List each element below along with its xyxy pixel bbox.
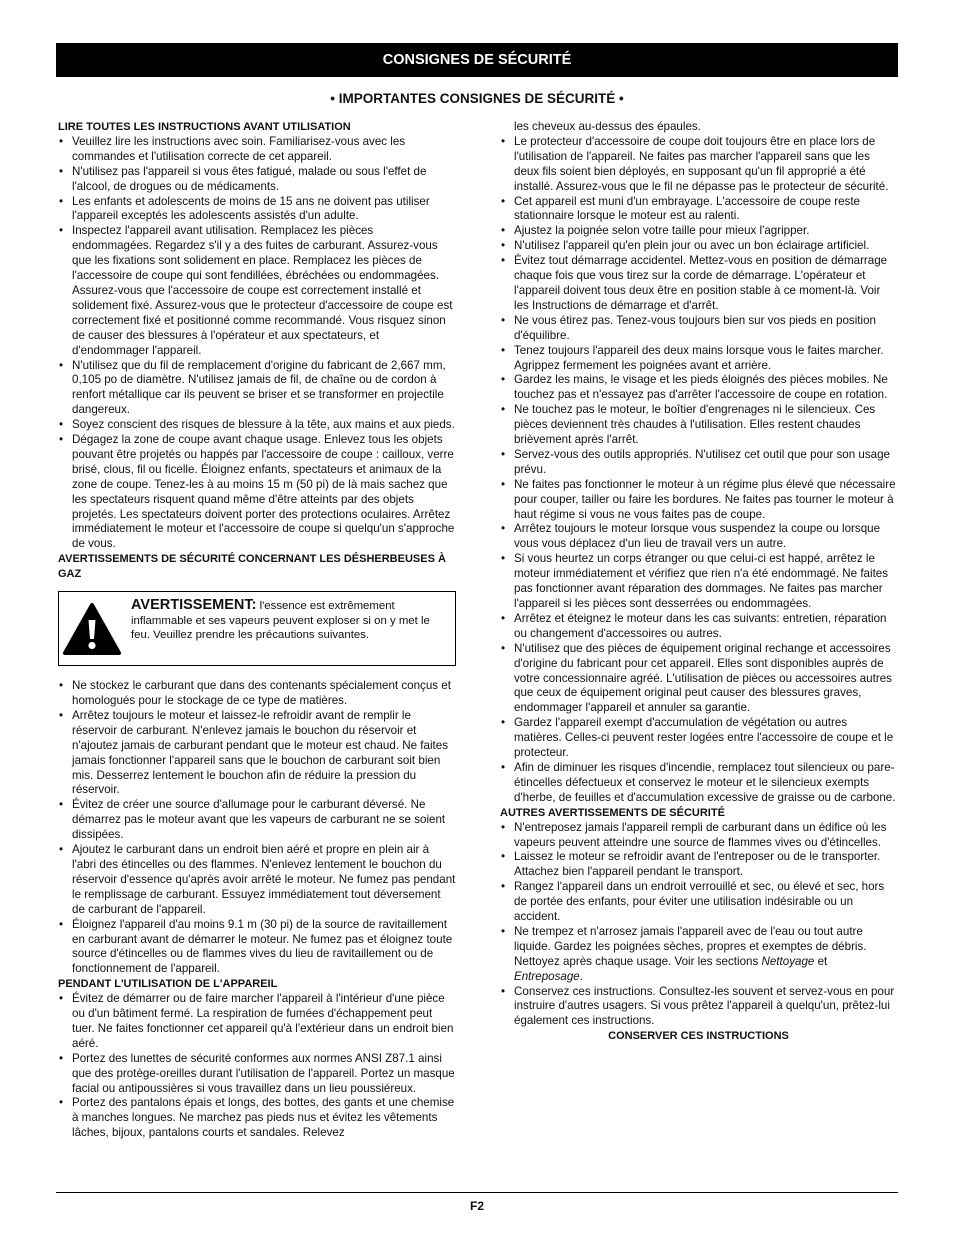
list-item: • Afin de diminuer les risques d'incendie, remplacez tout silencieux ou pare-étincelles défectueux et conservez le moteur et le silencieux exempts d'herbe, de feuilles et d'accumulation excessive de graisse ou de carbone. bbox=[500, 761, 897, 806]
continued-text: les cheveux au-dessus des épaules. bbox=[514, 120, 701, 133]
list-item-text: et bbox=[814, 954, 828, 968]
list-item: • Gardez l'appareil exempt d'accumulation de végétation ou autres matières. Celles-ci peuvent rester logées entre l'accessoire de coupe et le protecteur. bbox=[500, 716, 897, 761]
list-item: • Rangez l'appareil dans un endroit verrouillé et sec, ou élevé et sec, hors de portée des enfants, pour éviter une utilisation indésirable ou un accident. bbox=[500, 880, 897, 925]
section-header bbox=[56, 43, 898, 77]
right-column bbox=[500, 120, 897, 1044]
list-item: • Tenez toujours l'appareil des deux mains lorsque vous le faites marcher. Agrippez fermement les poignées avant et arrière. bbox=[500, 344, 897, 374]
list-item: • Ajustez la poignée selon votre taille pour mieux l'agripper. bbox=[500, 224, 897, 239]
list-item: • Portez des lunettes de sécurité conformes aux normes ANSI Z87.1 ainsi que des protège-oreilles durant l'utilisation de l'appareil. Portez un masque facial ou antipoussières si vous travaillez dans un lieu poussiéreux. bbox=[58, 1052, 456, 1097]
list-item: • Évitez de démarrer ou de faire marcher l'appareil à l'intérieur d'une pièce ou d'un bâtiment fermé. La respiration de fumées d'échappement peut tuer. Ne faites fonctionner cet appareil qu'à l'extérieur dans un endroit bien aéré. bbox=[58, 992, 456, 1052]
section-heading-read-instructions: LIRE TOUTES LES INSTRUCTIONS AVANT UTILISATION bbox=[58, 121, 351, 133]
list-item: • Arrêtez toujours le moteur et laissez-le refroidir avant de remplir le réservoir de carburant. N'enlevez jamais le bouchon du réservoir et n'ajoutez jamais de carburant pendant que le moteur est chaud. Ne faites jamais fonctionner l'appareil sans que le bouchon de carburant soit bien mis. Desserrez lentement le bouchon afin de réduire la pression du réservoir. bbox=[58, 709, 456, 798]
list-other-warnings bbox=[500, 821, 897, 1030]
list-item: • Ajoutez le carburant dans un endroit bien aéré et propre en plein air à l'abri des étincelles ou des flammes. N'enlevez lentement le bouchon du réservoir d'essence qu'après avoir arrêté le moteur. Ne fumez pas pendant le remplissage de carburant. Essuyez immédiatement tout déversement de carburant de l'appareil. bbox=[58, 843, 456, 918]
warning-box bbox=[58, 591, 456, 666]
list-item: • Évitez tout démarrage accidentel. Mettez-vous en position de démarrage chaque fois que vous tirez sur la corde de démarrage. L'opérateur et l'appareil doivent tous deux être en position stable à ce moment-là. Voir les Instructions de démarrage et d'arrêt. bbox=[500, 254, 897, 314]
list-item: • Portez des pantalons épais et longs, des bottes, des gants et une chemise à manches longues. Ne marchez pas pieds nus et évitez les vêtements lâches, bijoux, pantalons courts et sandales. Relevez bbox=[58, 1096, 456, 1141]
list-item: • N'utilisez que du fil de remplacement d'origine du fabricant de 2,667 mm, 0,105 po de diamètre. N'utilisez jamais de fil, de chaîne ou de cordon à renfort métallique car ils peuvent se briser et se transformer en projectile dangereux. bbox=[58, 359, 456, 419]
list-item: • Conservez ces instructions. Consultez-les souvent et servez-vous en pour instruire d'autres usagers. Si vous prêtez l'appareil à quelqu'un, prêtez-lui également ces instructions. bbox=[500, 985, 897, 1030]
section-title: CONSIGNES DE SÉCURITÉ bbox=[382, 52, 572, 68]
warning-label: AVERTISSEMENT: bbox=[131, 597, 257, 614]
closing-heading: CONSERVER CES INSTRUCTIONS bbox=[608, 1030, 789, 1043]
list-item: • Ne touchez pas le moteur, le boîtier d'engrenages ni le silencieux. Ces pièces deviennent très chaudes à l'utilisation. Elles restent chaudes brièvement après l'arrêt. bbox=[500, 403, 897, 448]
list-item: • Cet appareil est muni d'un embrayage. L'accessoire de coupe reste stationnaire lorsque le moteur est au ralenti. bbox=[500, 195, 897, 225]
list-read-instructions bbox=[58, 135, 456, 552]
list-item bbox=[500, 925, 897, 985]
list-item: • Ne vous étirez pas. Tenez-vous toujours bien sur vos pieds en position d'équilibre. bbox=[500, 314, 897, 344]
list-item: • Les enfants et adolescents de moins de 15 ans ne doivent pas utiliser l'appareil exceptés les adolescents assistés d'un adulte. bbox=[58, 195, 456, 225]
list-during-use-continued bbox=[500, 135, 897, 806]
left-column bbox=[58, 120, 456, 1141]
list-item: • Évitez de créer une source d'allumage pour le carburant déversé. Ne démarrez pas le moteur avant que les vapeurs de carburant ne se soient dissipées. bbox=[58, 798, 456, 843]
list-item: • Soyez conscient des risques de blessure à la tête, aux mains et aux pieds. bbox=[58, 418, 456, 433]
section-heading-gas-trimmers: AVERTISSEMENTS DE SÉCURITÉ CONCERNANT LES DÉSHERBEUSES À GAZ bbox=[58, 553, 446, 581]
list-item-text: Ne trempez et n'arrosez jamais l'appareil avec de l'eau ou tout autre liquide. Gardez les poignées sèches, propres et exemptes de débris. Nettoyez après chaque usage. Voir les sections bbox=[514, 924, 867, 968]
list-fuel-safety bbox=[58, 679, 456, 977]
page-number: F2 bbox=[469, 1199, 484, 1213]
list-item: • Si vous heurtez un corps étranger ou que celui-ci est happé, arrêtez le moteur immédiatement et vérifiez que rien n'a été endommagé. Ne faites pas fonctionner avant réparation des dommages. Ne faites pas marcher l'appareil si les pièces sont desserrées ou endommagées. bbox=[500, 552, 897, 612]
list-item: • N'entreposez jamais l'appareil rempli de carburant dans un édifice où les vapeurs peuvent atteindre une source de flammes vives ou d'étincelles. bbox=[500, 821, 897, 851]
list-during-use bbox=[58, 992, 456, 1141]
list-item: • Dégagez la zone de coupe avant chaque usage. Enlevez tous les objets pouvant être projetés ou happés par l'accessoire de coupe : cailloux, verre brisé, clous, fil ou ficelle. Éloignez enfants, spectateurs et animaux de la zone de coupe. Tenez-les à au moins 15 m (50 pi) de là mais sachez que les spectateurs risquent quand même d'être atteints par des objets projetés. Les spectateurs doivent porter des protections oculaires. Arrêtez immédiatement le moteur et l'accessoire de coupe si quelqu'un s'approche de vous. bbox=[58, 433, 456, 552]
list-item: • Inspectez l'appareil avant utilisation. Remplacez les pièces endommagées. Regardez s'il y a des fuites de carburant. Assurez-vous que les fixations sont solidement en place. Remplacez les pièces de l'accessoire de coupe qui sont fendillées, ébréchées ou endommagées. Assurez-vous que l'accessoire de coupe est correctement installé et solidement fixé. Assurez-vous que le protecteur d'accessoire de coupe est correctement fixé et positionné comme recommandé. Vous risquez sinon de causer des blessures à l'opérateur et aux spectateurs, et d'endommager l'appareil. bbox=[58, 224, 456, 358]
list-item: • Éloignez l'appareil d'au moins 9.1 m (30 pi) de la source de ravitaillement en carburant avant de démarrer le moteur. Ne fumez pas et éloignez toute source d'étincelles ou de flammes vives du lieu de ravitaillement ou de fonctionnement de l'appareil. bbox=[58, 918, 456, 978]
list-item-text: . bbox=[579, 969, 583, 983]
section-heading-other-warnings: AUTRES AVERTISSEMENTS DE SÉCURITÉ bbox=[500, 806, 725, 819]
list-item: • Veuillez lire les instructions avec soin. Familiarisez-vous avec les commandes et l'utilisation correcte de cet appareil. bbox=[58, 135, 456, 165]
list-item: • Le protecteur d'accessoire de coupe doit toujours être en place lors de l'utilisation de l'appareil. Ne faites pas marcher l'appareil sans que les deux fils soient bien déployés, en supposant qu'un fil approprié a été installé. Assurez-vous que le fil ne dépasse pas le protecteur de sécurité. bbox=[500, 135, 897, 195]
storage-reference: Entreposage bbox=[514, 969, 580, 983]
list-item: • Ne faites pas fonctionner le moteur à un régime plus élevé que nécessaire pour couper, tailler ou faire les bordures. Ne faites pas tourner le moteur à haut régime si vous ne vous faites pas de coupe. bbox=[500, 478, 897, 523]
list-item: • N'utilisez que des pièces de équipement original rechange et accessoires d'origine du fabricant pour cet appareil. Elles sont disponibles auprès de votre concessionnaire agréé. L'utilisation de pièces ou accessoires autres que ceux de équipement original peut causer des blessures graves, endommager l'appareil et annuler sa garantie. bbox=[500, 642, 897, 717]
list-item: • N'utilisez pas l'appareil si vous êtes fatigué, malade ou sous l'effet de l'alcool, de drogues ou de médicaments. bbox=[58, 165, 456, 195]
list-item: • Servez-vous des outils appropriés. N'utilisez cet outil que pour son usage prévu. bbox=[500, 448, 897, 478]
footer-divider bbox=[56, 1192, 898, 1193]
warning-text bbox=[125, 592, 455, 665]
page-subtitle: • IMPORTANTES CONSIGNES DE SÉCURITÉ • bbox=[330, 91, 624, 106]
list-item: • Gardez les mains, le visage et les pieds éloignés des pièces mobiles. Ne touchez pas et n'essayez pas d'arrêter l'accessoire de coupe en rotation. bbox=[500, 373, 897, 403]
section-heading-during-use: PENDANT L'UTILISATION DE L'APPAREIL bbox=[58, 978, 278, 991]
list-item: • N'utilisez l'appareil qu'en plein jour ou avec un bon éclairage artificiel. bbox=[500, 239, 897, 254]
list-item: • Arrêtez toujours le moteur lorsque vous suspendez la coupe ou lorsque vous vous déplacez d'un lieu de travail vers un autre. bbox=[500, 522, 897, 552]
list-item: • Ne stockez le carburant que dans des contenants spécialement conçus et homologués pour le stockage de ce type de matières. bbox=[58, 679, 456, 709]
warning-triangle-icon bbox=[59, 592, 125, 665]
cleaning-reference: Nettoyage bbox=[761, 954, 815, 968]
warning-body: l'essence est extrêmement inflammable et ses vapeurs peuvent exploser si on y met le feu. Veuillez prendre les précautions suivantes. bbox=[131, 600, 430, 641]
list-item: • Arrêtez et éteignez le moteur dans les cas suivants: entretien, réparation ou changement d'accessoires ou autres. bbox=[500, 612, 897, 642]
list-item: • Laissez le moteur se refroidir avant de l'entreposer ou de le transporter. Attachez bien l'appareil pendant le transport. bbox=[500, 850, 897, 880]
